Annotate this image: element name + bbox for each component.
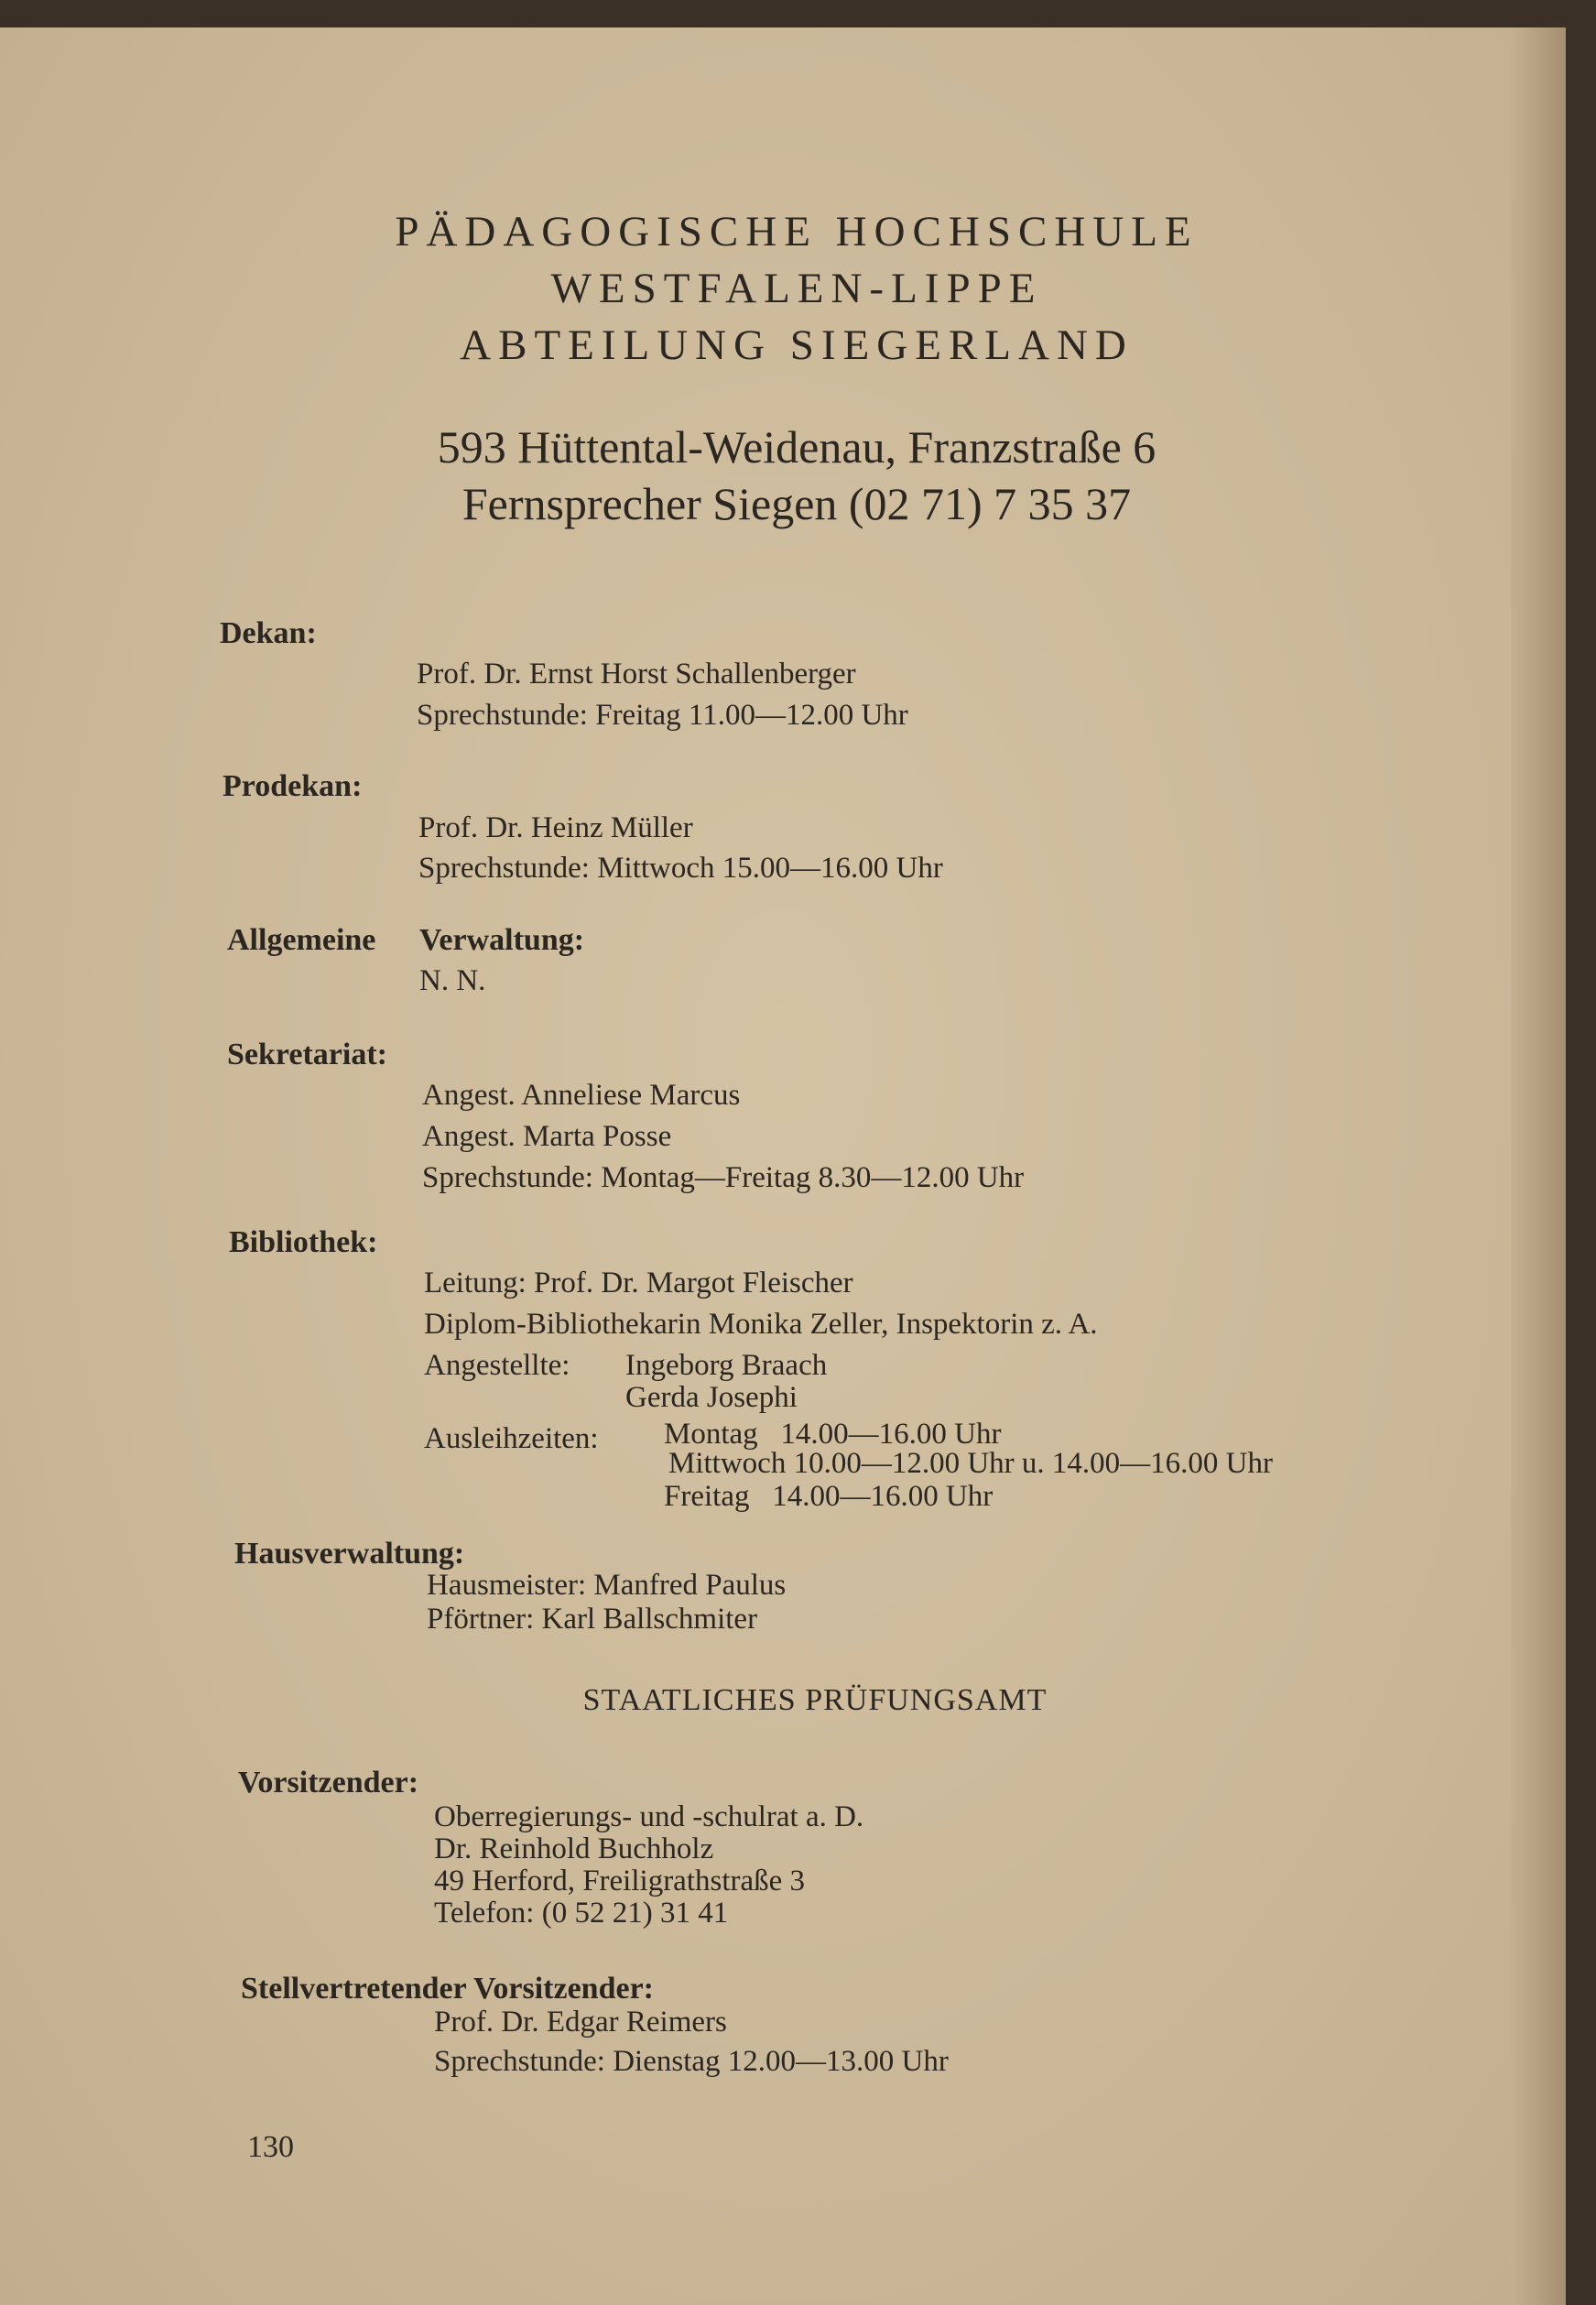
prodekan-heading: Prodekan: [223, 769, 363, 803]
address-line: 593 Hüttental-Weidenau, Franzstraße 6 [437, 421, 1156, 473]
bibliothek-leitung: Leitung: Prof. Dr. Margot Fleischer [424, 1267, 853, 1299]
pruefungsamt-heading: STAATLICHES PRÜFUNGSAMT [582, 1683, 1048, 1717]
prodekan-hours: Sprechstunde: Mittwoch 15.00—16.00 Uhr [418, 852, 943, 885]
document-page [0, 27, 1566, 2305]
dekan-hours: Sprechstunde: Freitag 11.00—12.00 Uhr [417, 699, 908, 732]
title-line-3: ABTEILUNG SIEGERLAND [460, 321, 1134, 369]
hausverwaltung-heading: Hausverwaltung: [234, 1537, 465, 1571]
vorsitzender-line: Oberregierungs- und -schulrat a. D. [434, 1800, 864, 1833]
page-edge [1511, 27, 1566, 2305]
sekretariat-heading: Sekretariat: [227, 1038, 387, 1071]
bibliothek-angestellte-label: Angestellte: [424, 1349, 570, 1382]
page-number: 130 [247, 2130, 294, 2164]
bibliothek-ausleih-label: Ausleihzeiten: [424, 1422, 599, 1455]
title-line-1: PÄDAGOGISCHE HOCHSCHULE [395, 208, 1199, 256]
sekretariat-line: Sprechstunde: Montag—Freitag 8.30—12.00 Uhr [422, 1161, 1025, 1194]
phone-line: Fernsprecher Siegen (02 71) 7 35 37 [461, 478, 1132, 529]
bibliothek-ausleih-line: Mittwoch 10.00—12.00 Uhr u. 14.00—16.00 Uhr [668, 1447, 1273, 1480]
hausverwaltung-line: Pförtner: Karl Ballschmiter [427, 1603, 758, 1636]
verwaltung-name: N. N. [419, 964, 486, 997]
bibliothek-angestellte-name: Ingeborg Braach [625, 1349, 828, 1382]
bibliothek-heading: Bibliothek: [229, 1225, 378, 1259]
sekretariat-line: Angest. Marta Posse [422, 1120, 672, 1153]
stellvertreter-line: Sprechstunde: Dienstag 12.00—13.00 Uhr [434, 2045, 949, 2078]
prodekan-name: Prof. Dr. Heinz Müller [418, 811, 693, 844]
dekan-name: Prof. Dr. Ernst Horst Schallenberger [417, 658, 856, 690]
vorsitzender-line: Dr. Reinhold Buchholz [434, 1832, 714, 1865]
sekretariat-line: Angest. Anneliese Marcus [422, 1079, 741, 1112]
dekan-heading: Dekan: [220, 616, 317, 650]
bibliothek-ausleih-line: Freitag 14.00—16.00 Uhr [664, 1480, 993, 1513]
bibliothek-angestellte-name: Gerda Josephi [625, 1381, 798, 1414]
stellvertreter-heading: Stellvertretender Vorsitzender: [241, 1972, 654, 2006]
hausverwaltung-line: Hausmeister: Manfred Paulus [427, 1569, 787, 1602]
vorsitzender-line: Telefon: (0 52 21) 31 41 [434, 1897, 729, 1930]
bibliothek-ausleih-line: Montag 14.00—16.00 Uhr [664, 1418, 1002, 1451]
vorsitzender-line: 49 Herford, Freiligrathstraße 3 [434, 1865, 806, 1897]
title-line-2: WESTFALEN-LIPPE [550, 265, 1043, 312]
verwaltung-heading-a: Allgemeine [227, 923, 376, 957]
bibliothek-diplom: Diplom-Bibliothekarin Monika Zeller, Inspektorin z. A. [424, 1308, 1098, 1341]
verwaltung-heading-b: Verwaltung: [419, 923, 585, 957]
stellvertreter-line: Prof. Dr. Edgar Reimers [434, 2006, 727, 2039]
vorsitzender-heading: Vorsitzender: [238, 1766, 419, 1799]
